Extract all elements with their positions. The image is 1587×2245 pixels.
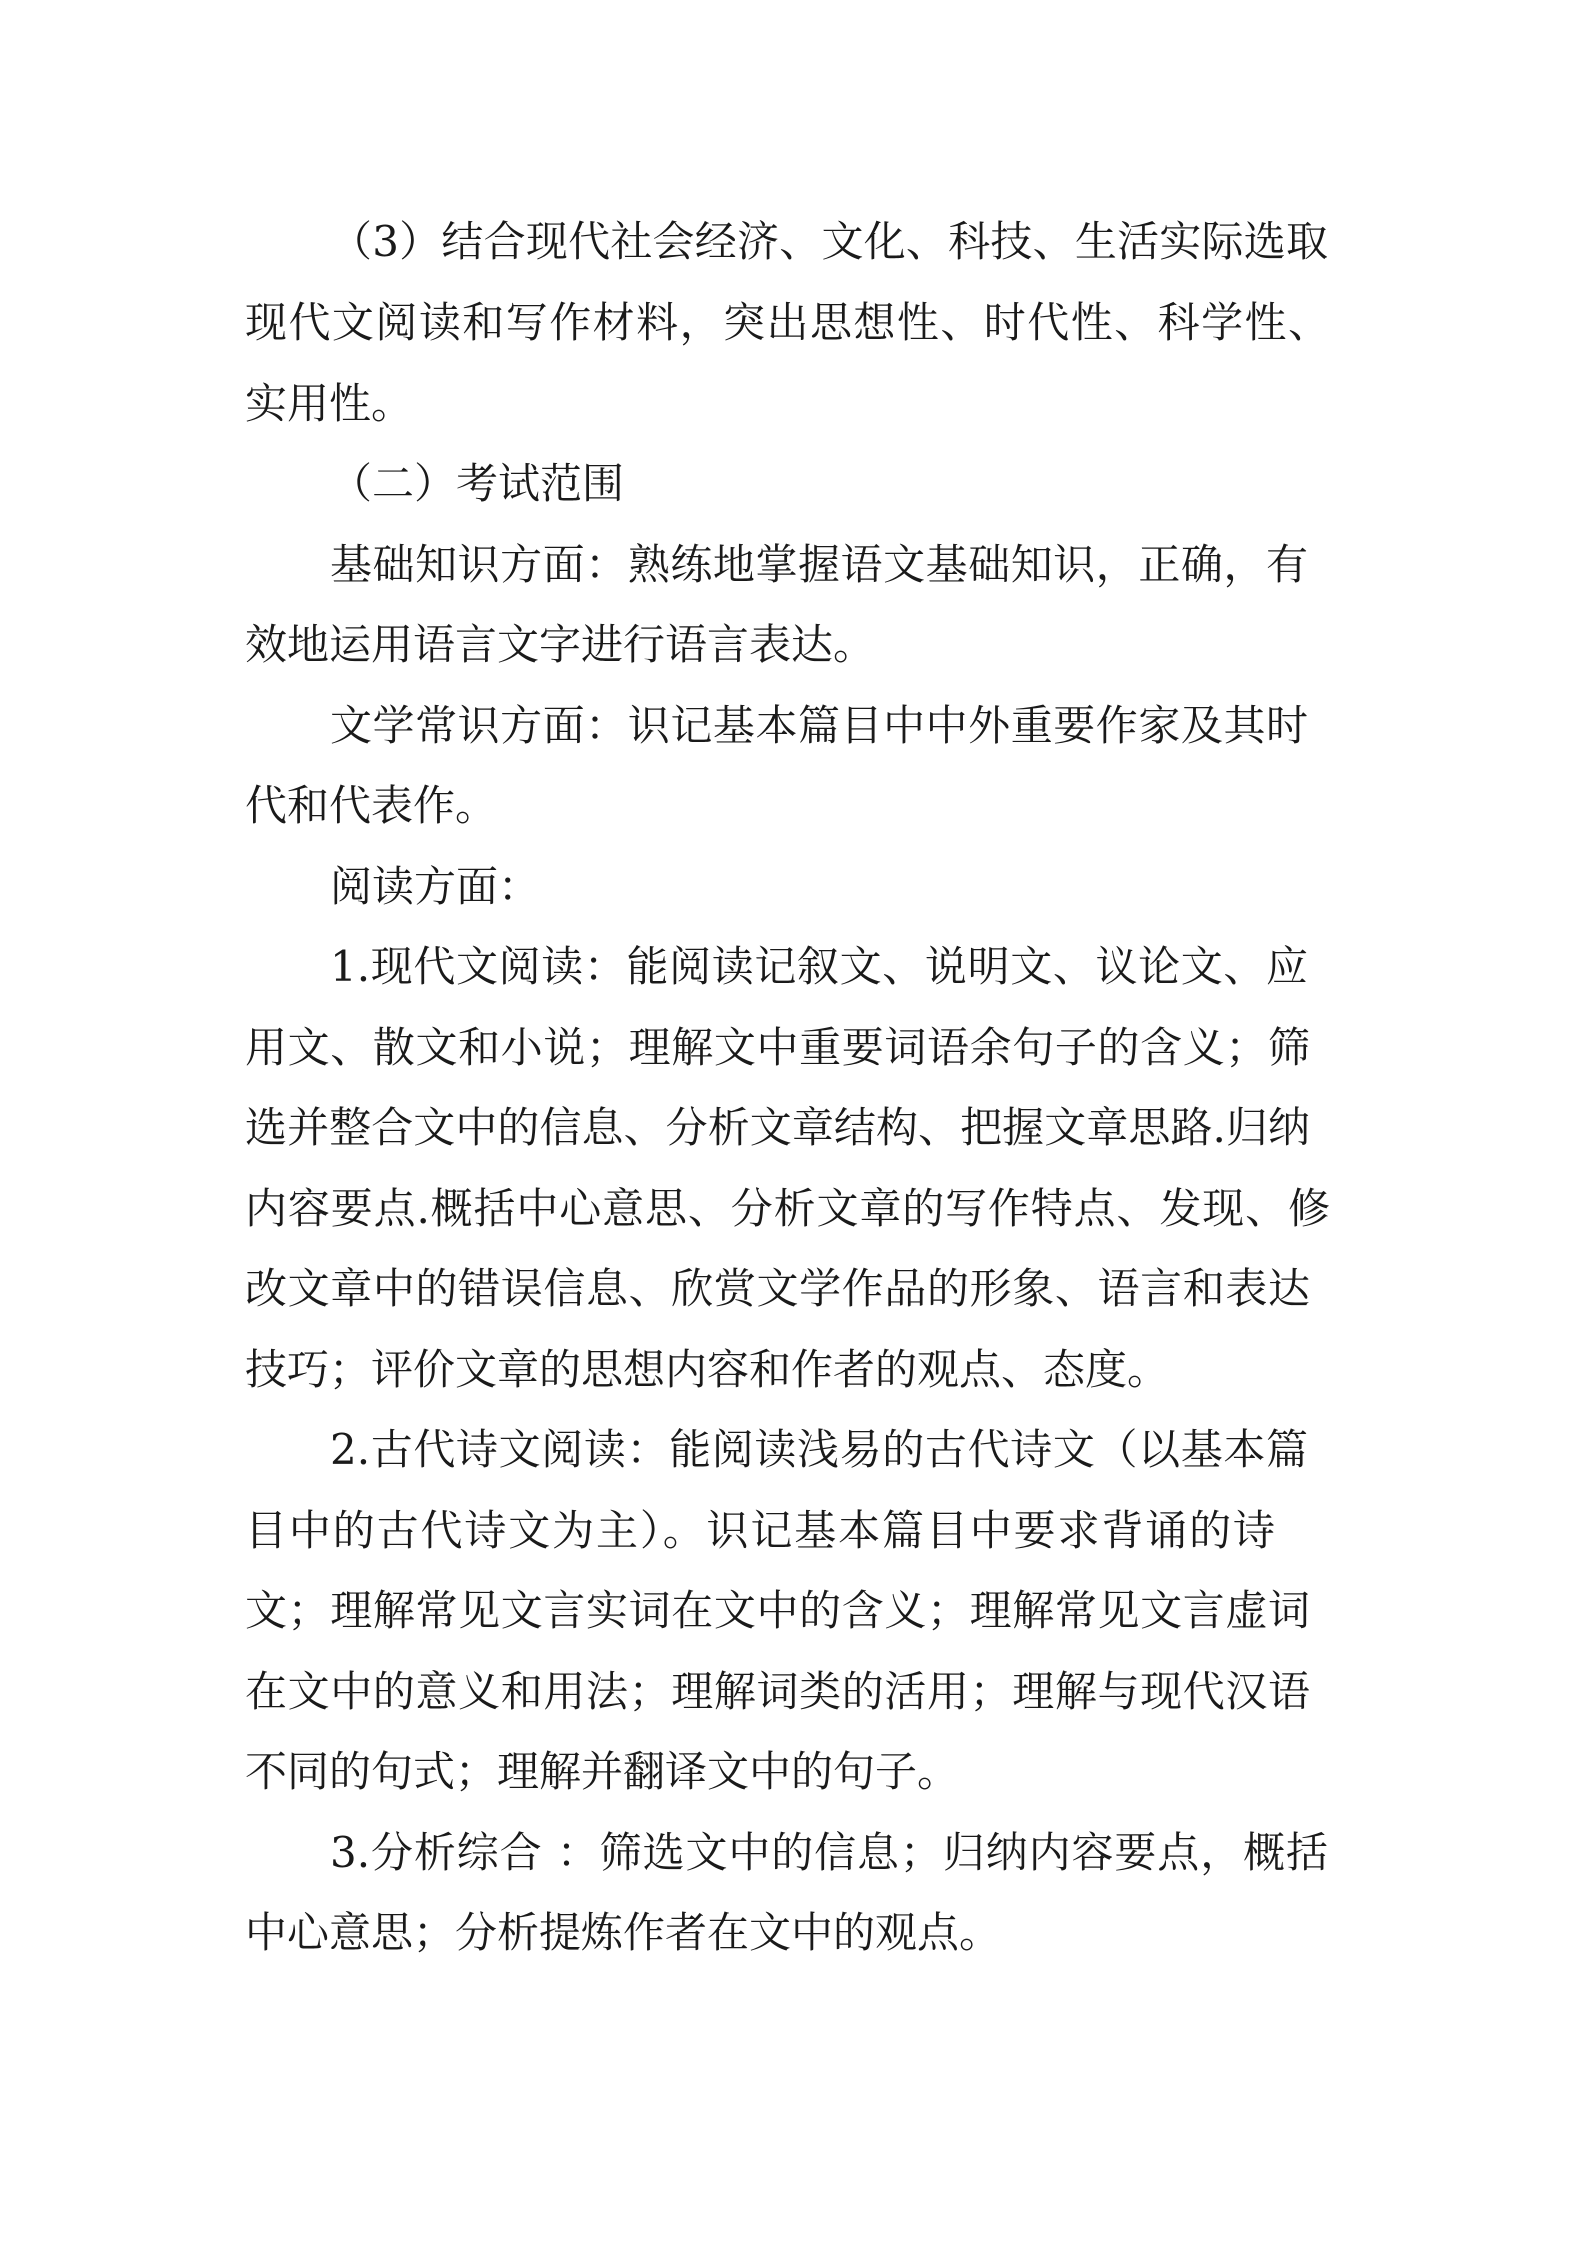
paragraph-8-line-1: 3.分析综合 ：筛选文中的信息；归纳内容要点，概括 <box>330 1828 1328 1877</box>
paragraph-3-line-1: 基础知识方面：熟练地掌握语文基础知识，正确，有 <box>330 540 1308 589</box>
paragraph-6-line-5: 改文章中的错误信息、欣赏文学作品的形象、语言和表达 <box>245 1264 1310 1313</box>
paragraph-7-line-3: 文；理解常见文言实词在文中的含义；理解常见文言虚词 <box>245 1586 1310 1635</box>
paragraph-4-line-1: 文学常识方面：识记基本篇目中中外重要作家及其时 <box>330 701 1308 750</box>
paragraph-8-line-2: 中心意思；分析提炼作者在文中的观点。 <box>245 1908 1002 1957</box>
paragraph-1-line-1: （3）结合现代社会经济、文化、科技、生活实际选取 <box>330 217 1328 266</box>
paragraph-6-line-6: 技巧；评价文章的思想内容和作者的观点、态度。 <box>245 1345 1170 1394</box>
paragraph-6-line-4: 内容要点.概括中心意思、分析文章的写作特点、发现、修 <box>245 1184 1330 1233</box>
section-heading: （二）考试范围 <box>330 459 625 508</box>
paragraph-7-line-1: 2.古代诗文阅读：能阅读浅易的古代诗文（以基本篇 <box>330 1425 1308 1474</box>
paragraph-4-line-2: 代和代表作。 <box>245 781 498 830</box>
paragraph-6-line-3: 选并整合文中的信息、分析文章结构、把握文章思路.归纳 <box>245 1103 1310 1152</box>
paragraph-7-line-5: 不同的句式；理解并翻译文中的句子。 <box>245 1747 960 1796</box>
paragraph-7-line-4: 在文中的意义和用法；理解词类的活用；理解与现代汉语 <box>245 1667 1310 1716</box>
paragraph-1-line-3: 实用性。 <box>245 379 414 428</box>
paragraph-7-line-2: 目中的古代诗文为主）。识记基本篇目中要求背诵的诗 <box>245 1506 1275 1555</box>
paragraph-5-line-1: 阅读方面： <box>330 862 541 911</box>
paragraph-3-line-2: 效地运用语言文字进行语言表达。 <box>245 620 876 669</box>
paragraph-1-line-2: 现代文阅读和写作材料，突出思想性、时代性、科学性、 <box>245 298 1330 347</box>
paragraph-6-line-1: 1.现代文阅读：能阅读记叙文、说明文、议论文、应 <box>330 942 1308 991</box>
paragraph-6-line-2: 用文、散文和小说；理解文中重要词语余句子的含义；筛 <box>245 1023 1310 1072</box>
